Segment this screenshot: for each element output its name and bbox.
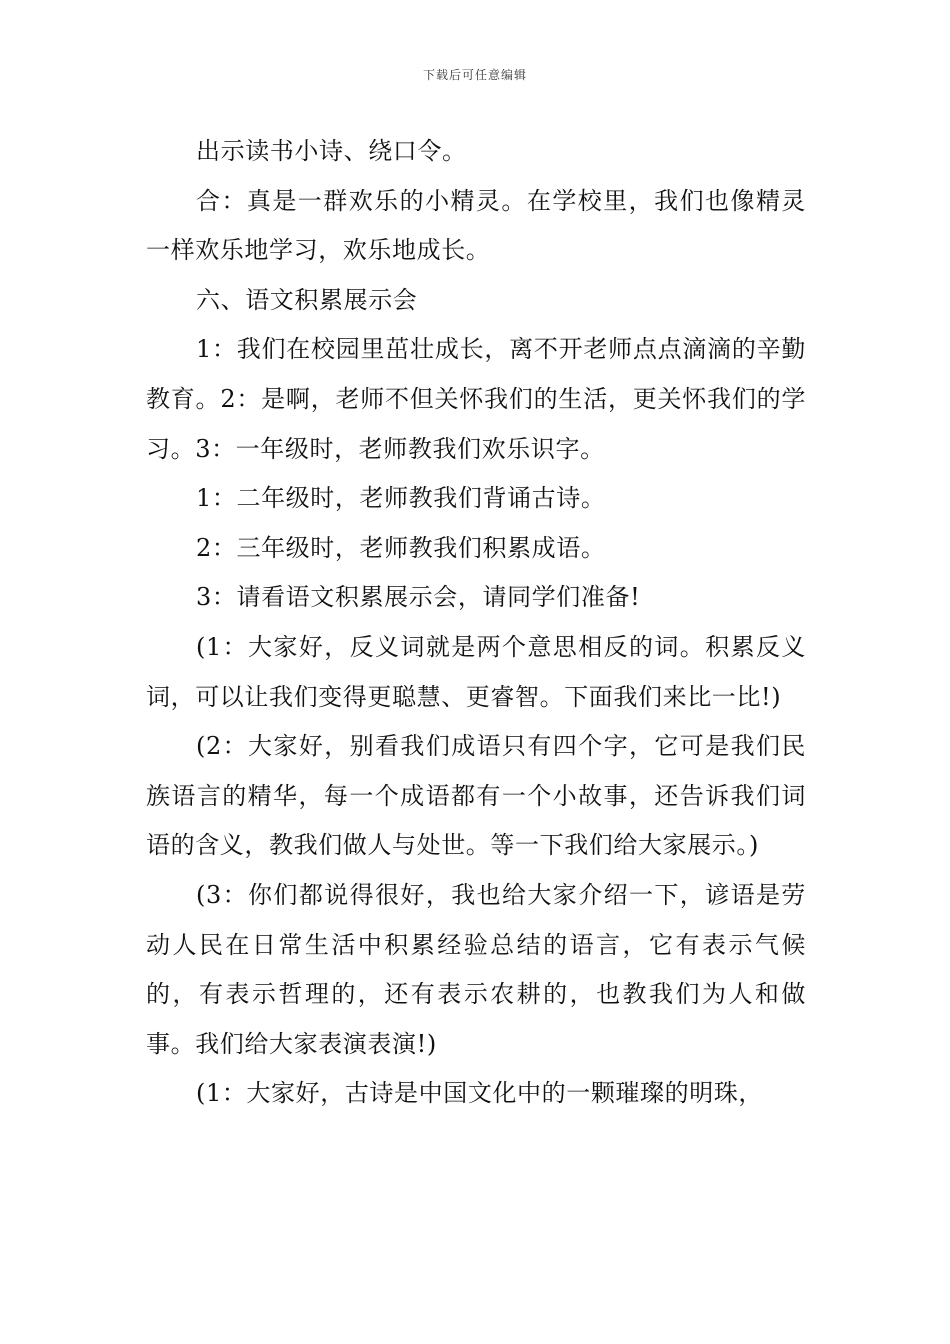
paragraph: (2：大家好，别看我们成语只有四个字，它可是我们民族语言的精华，每一个成语都有一个小故事，还告诉我们词语的含义，教我们做人与处世。等一下我们给大家展示。) [146, 732, 806, 860]
paragraph: 合：真是一群欢乐的小精灵。在学校里，我们也像精灵一样欢乐地学习，欢乐地成长。 [146, 186, 806, 265]
paragraph: (3：你们都说得很好，我也给大家介绍一下，谚语是劳动人民在日常生活中积累经验总结的语言，它有表示气候的，有表示哲理的，还有表示农耕的，也教我们为人和做事。我们给大家表演表演!) [146, 880, 806, 1058]
paragraph: 出示读书小诗、绕口令。 [196, 137, 467, 165]
paragraph: 2：三年级时，老师教我们积累成语。 [196, 533, 606, 562]
paragraph: 1：我们在校园里茁壮成长，离不开老师点点滴滴的辛勤教育。2：是啊，老师不但关怀我们的生活，更关怀我们的学习。3：一年级时，老师教我们欢乐识字。 [146, 335, 806, 463]
document-body [146, 127, 806, 1119]
paragraph: 3：请看语文积累展示会，请同学们准备! [196, 583, 641, 612]
section-heading: 六、语文积累展示会 [196, 285, 418, 314]
paragraph: (1：大家好，反义词就是两个意思相反的词。积累反义词，可以让我们变得更聪慧、更睿智。下面我们来比一比!) [146, 632, 806, 711]
paragraph: (1：大家好，古诗是中国文化中的一颗璀璨的明珠， [196, 1079, 764, 1108]
paragraph: 1：二年级时，老师教我们背诵古诗。 [196, 484, 606, 513]
page-header-note: 下载后可任意编辑 [422, 68, 527, 82]
